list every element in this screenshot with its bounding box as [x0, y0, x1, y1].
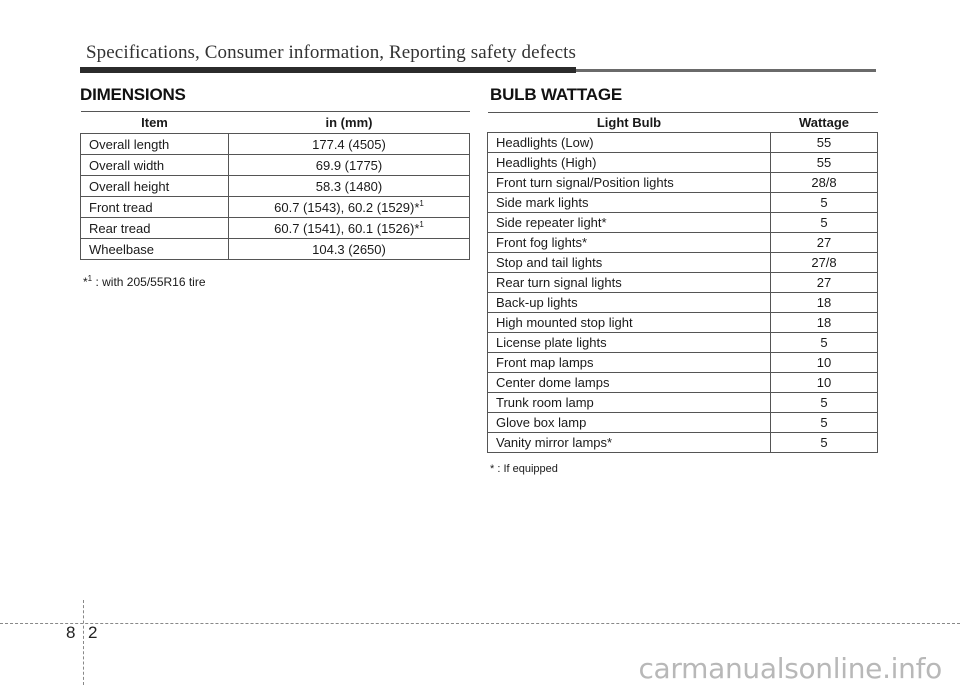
- dimensions-header-item: Item: [81, 112, 229, 134]
- chapter-number: 8: [66, 623, 76, 642]
- table-row: [488, 133, 878, 153]
- bulb-wattage: 28/8: [771, 173, 878, 193]
- dimension-value-text: 69.9 (1775): [315, 157, 383, 173]
- bulb-name: Side mark lights: [488, 193, 771, 213]
- table-row: [488, 313, 878, 333]
- bulb-name: Stop and tail lights: [488, 253, 771, 273]
- bulb-name: Headlights (High): [488, 153, 771, 173]
- table-row: [488, 353, 878, 373]
- bulb-wattage: 5: [771, 213, 878, 233]
- bulb-wattage: 55: [771, 153, 878, 173]
- dimension-value-text: 60.7 (1541), 60.1 (1526)*: [274, 220, 420, 236]
- bulb-wattage: 5: [771, 393, 878, 413]
- bulb-wattage: 10: [771, 373, 878, 393]
- table-row: [81, 176, 470, 197]
- table-row: [488, 393, 878, 413]
- table-row: [81, 218, 470, 239]
- bulb-name: Center dome lamps: [488, 373, 771, 393]
- dimension-value-text: 104.3 (2650): [312, 241, 386, 257]
- bulb-wattage: 5: [771, 193, 878, 213]
- dimension-item: Wheelbase: [81, 239, 229, 260]
- bulb-wattage: 5: [771, 433, 878, 453]
- bulb-name: Rear turn signal lights: [488, 273, 771, 293]
- dimension-value: [229, 176, 470, 197]
- footnote-text: : with 205/55R16 tire: [92, 275, 206, 289]
- bulb-wattage: 18: [771, 313, 878, 333]
- dimensions-header-value: in (mm): [229, 112, 470, 134]
- dimension-item: Overall width: [81, 155, 229, 176]
- dimension-value: [229, 197, 470, 218]
- header-rule-dark: [80, 67, 576, 73]
- bulb-name: Side repeater light*: [488, 213, 771, 233]
- bulb-name: Trunk room lamp: [488, 393, 771, 413]
- dimension-item: Overall length: [81, 134, 229, 155]
- bulb-name: High mounted stop light: [488, 313, 771, 333]
- bulb-footnote: * : If equipped: [490, 463, 558, 475]
- watermark: carmanualsonline.info: [638, 652, 942, 685]
- bulb-wattage: 5: [771, 333, 878, 353]
- table-row: [488, 293, 878, 313]
- bulb-wattage-title: BULB WATTAGE: [490, 85, 623, 104]
- dimensions-footnote: [83, 275, 206, 289]
- table-row: [81, 197, 470, 218]
- bulb-name: Front map lamps: [488, 353, 771, 373]
- dimension-item: Front tread: [81, 197, 229, 218]
- bulb-wattage-table: [487, 112, 878, 453]
- table-row: [81, 155, 470, 176]
- table-row: [488, 253, 878, 273]
- footnote-superscript: 1: [419, 198, 424, 208]
- dimension-value: [229, 218, 470, 239]
- bulb-header-watt: Wattage: [771, 113, 878, 133]
- dimension-value: [229, 155, 470, 176]
- dimension-item: Rear tread: [81, 218, 229, 239]
- bulb-name: License plate lights: [488, 333, 771, 353]
- dimensions-title: DIMENSIONS: [80, 85, 186, 104]
- bulb-name: Glove box lamp: [488, 413, 771, 433]
- table-row: [488, 193, 878, 213]
- table-row: [488, 213, 878, 233]
- table-row: [488, 413, 878, 433]
- dimension-item: Overall height: [81, 176, 229, 197]
- bulb-wattage: 55: [771, 133, 878, 153]
- page-header-title: Specifications, Consumer information, Reporting safety defects: [86, 42, 577, 63]
- dimension-value-text: 177.4 (4505): [312, 136, 386, 152]
- bulb-wattage: 27/8: [771, 253, 878, 273]
- bulb-name: Back-up lights: [488, 293, 771, 313]
- bulb-header-bulb: Light Bulb: [488, 113, 771, 133]
- header-rule-light: [576, 69, 876, 72]
- footnote-superscript: 1: [419, 219, 424, 229]
- bulb-name: Front fog lights*: [488, 233, 771, 253]
- table-row: [488, 153, 878, 173]
- footnote-asterisk: *: [83, 275, 88, 289]
- table-row: [488, 373, 878, 393]
- page-number: 2: [88, 623, 98, 642]
- dimension-value-text: 60.7 (1543), 60.2 (1529)*: [274, 199, 420, 215]
- bulb-name: Front turn signal/Position lights: [488, 173, 771, 193]
- dimension-value: [229, 239, 470, 260]
- dimensions-table: [80, 111, 470, 260]
- table-row: [81, 239, 470, 260]
- vertical-guide-line: [83, 600, 84, 685]
- bulb-wattage: 27: [771, 273, 878, 293]
- bulb-wattage: 5: [771, 413, 878, 433]
- bulb-name: Headlights (Low): [488, 133, 771, 153]
- table-row: [488, 233, 878, 253]
- bulb-wattage: 10: [771, 353, 878, 373]
- dimension-value-text: 58.3 (1480): [315, 178, 383, 194]
- footnote-superscript: 1: [87, 274, 93, 283]
- table-row: [488, 173, 878, 193]
- dimension-value: [229, 134, 470, 155]
- table-row: [488, 333, 878, 353]
- bulb-wattage: 18: [771, 293, 878, 313]
- table-row: [81, 134, 470, 155]
- bulb-wattage: 27: [771, 233, 878, 253]
- horizontal-guide-line: [0, 623, 960, 624]
- bulb-name: Vanity mirror lamps*: [488, 433, 771, 453]
- table-row: [488, 433, 878, 453]
- table-row: [488, 273, 878, 293]
